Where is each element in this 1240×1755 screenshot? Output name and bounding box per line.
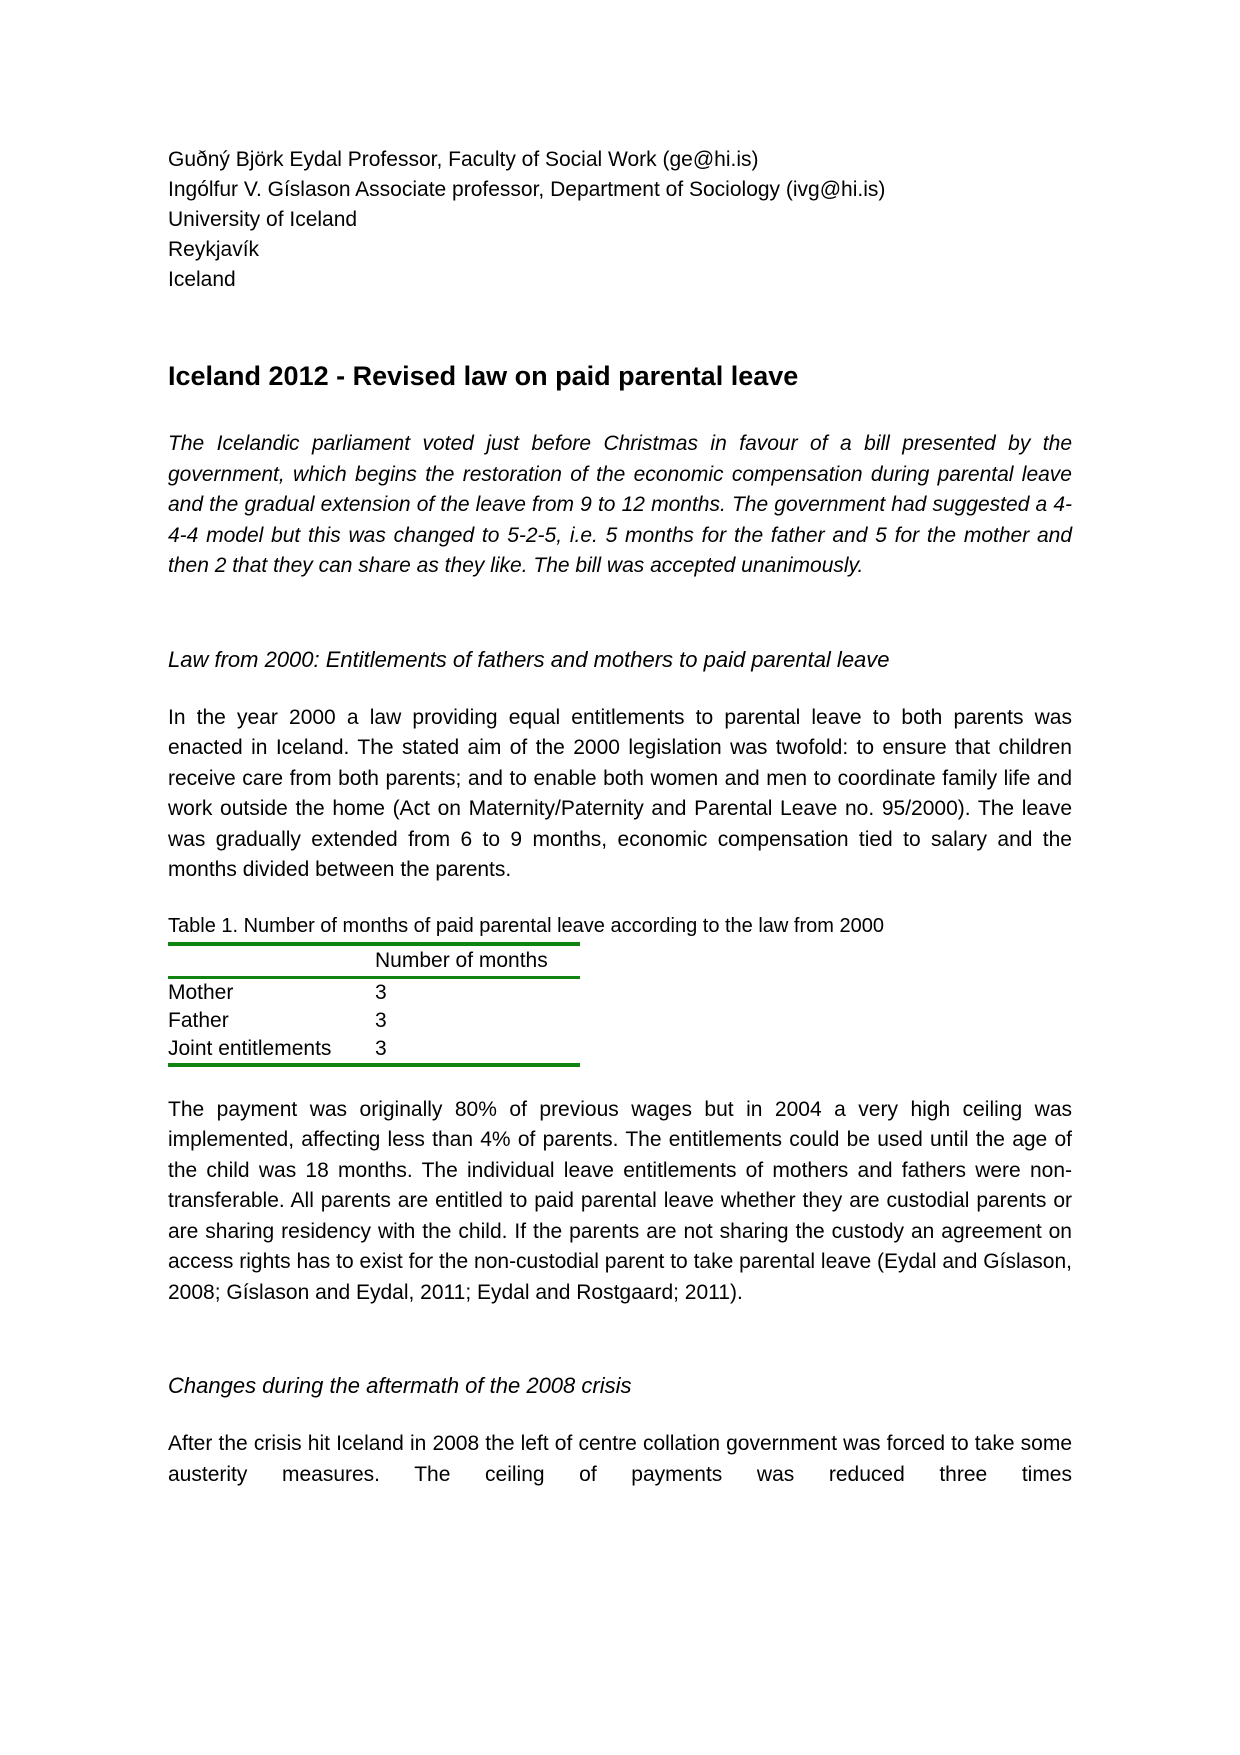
city-line: Reykjavík [168, 238, 260, 261]
country-line: Iceland [168, 268, 236, 291]
table-caption: Table 1. Number of months of paid parental leave according to the law from 2000 [168, 914, 884, 937]
table-row [168, 977, 580, 1007]
body-paragraph: In the year 2000 a law providing equal entitlements to parental leave to both parents was enacted in Iceland. The stated aim of the 2000 legislation was twofold: to ensure that children receive care from both parents; and to enable both women and men to coordinate family life and work outside the home (Act on Maternity/Paternity and Parental Leave no. 95/2000). The leave was gradually extended from 6 to 9 months, economic compensation tied to salary and the months divided between the parents. [168, 705, 1072, 881]
author-line: Guðný Björk Eydal Professor, Faculty of Social Work (ge@hi.is) [168, 148, 759, 171]
author-block [168, 145, 1072, 295]
row-value: 3 [375, 1008, 387, 1032]
table-header-empty-cell [168, 944, 375, 978]
body-paragraph: After the crisis hit Iceland in 2008 the left of centre collation government was forced to take some austerity measures. The ceiling of payments was reduced three times [168, 1432, 1072, 1486]
section-heading-2008-crisis: Changes during the aftermath of the 2008 crisis [168, 1373, 632, 1398]
affiliation-line: University of Iceland [168, 208, 358, 231]
row-label: Mother [168, 980, 234, 1004]
lead-paragraph: The Icelandic parliament voted just before Christmas in favour of a bill presented by the government, which begins the restoration of the economic compensation during parental leave and the gradual extension of the leave from 9 to 12 months. The government had suggested a 4-4-4 model but this was changed to 5-2-5, i.e. 5 months for the father and 5 for the mother and then 2 that they can share as they like. The bill was accepted unanimously. [168, 432, 1072, 577]
body-paragraph: The payment was originally 80% of previous wages but in 2004 a very high ceiling was implemented, affecting less than 4% of parents. The entitlements could be used until the age of the child was 18 months. The individual leave entitlements of mothers and fathers were non-transferable. All parents are entitled to paid parental leave whether they are custodial parents or are sharing residency with the child. If the parents are not sharing the custody an agreement on access rights has to exist for the non-custodial parent to take parental leave (Eydal and Gíslason, 2008; Gíslason and Eydal, 2011; Eydal and Rostgaard; 2011). [168, 1097, 1072, 1304]
row-label: Father [168, 1008, 229, 1032]
row-value: 3 [375, 980, 387, 1004]
section-heading-law-2000: Law from 2000: Entitlements of fathers and mothers to paid parental leave [168, 646, 890, 672]
page-title: Iceland 2012 - Revised law on paid parental leave [168, 361, 799, 391]
row-label: Joint entitlements [168, 1036, 332, 1060]
months-table [168, 942, 580, 1067]
row-value: 3 [375, 1036, 387, 1060]
author-line: Ingólfur V. Gíslason Associate professor, Department of Sociology (ivg@hi.is) [168, 178, 886, 201]
table-header-row [168, 944, 580, 978]
table-row [168, 1035, 580, 1065]
table-header-number-of-months: Number of months [375, 944, 580, 978]
table-row [168, 1007, 580, 1035]
